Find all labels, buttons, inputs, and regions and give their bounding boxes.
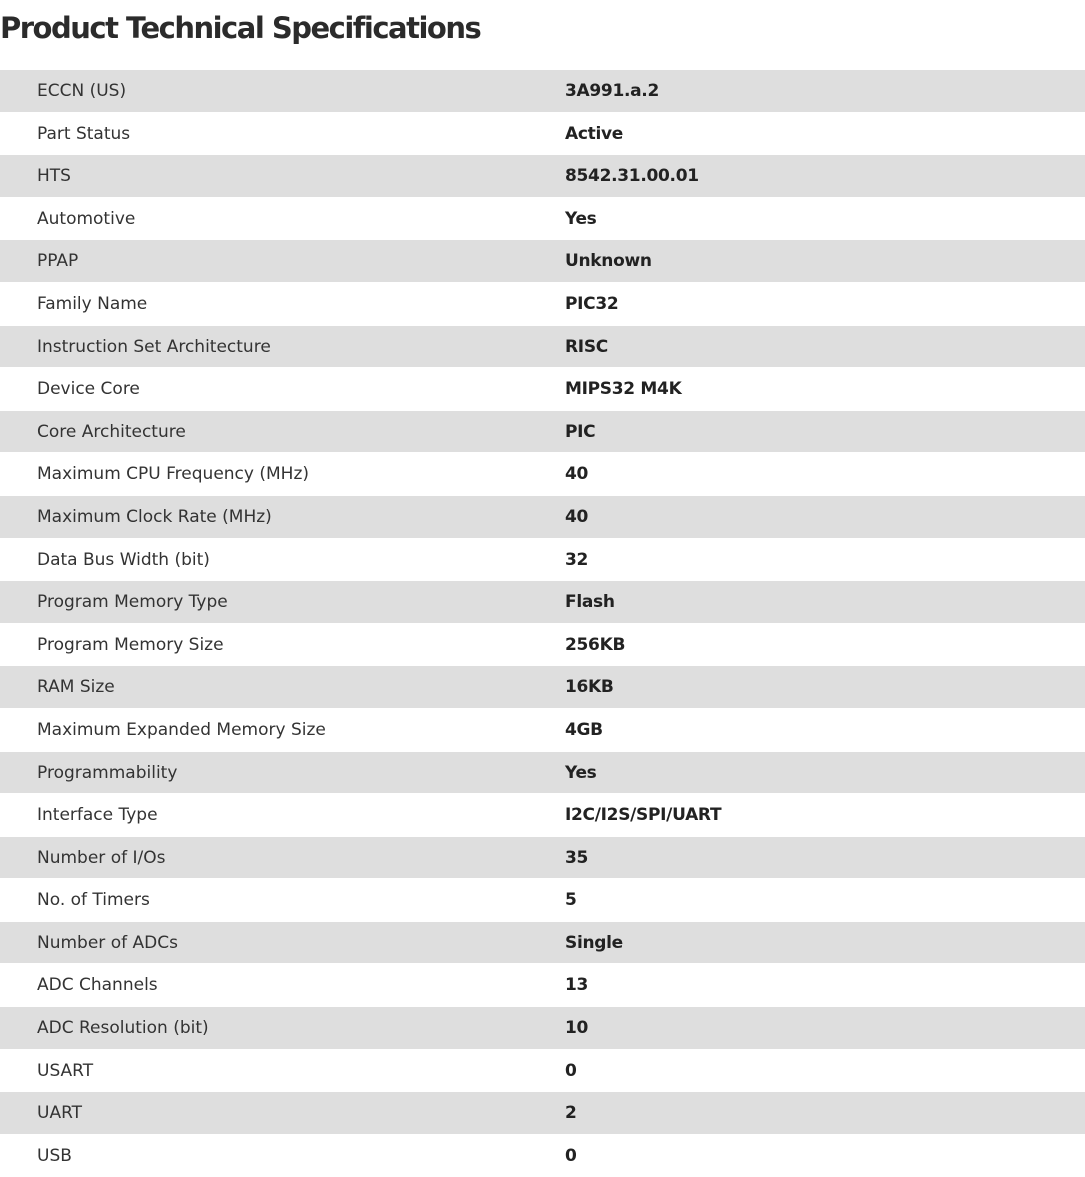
spec-value: 8542.31.00.01 bbox=[565, 166, 699, 187]
spec-row bbox=[0, 198, 1085, 241]
spec-row bbox=[0, 709, 1085, 752]
spec-label: RAM Size bbox=[37, 677, 115, 698]
spec-row bbox=[0, 666, 1085, 709]
spec-value: Yes bbox=[565, 762, 597, 783]
spec-label: Program Memory Type bbox=[37, 592, 228, 613]
spec-row bbox=[0, 453, 1085, 496]
spec-label: Number of I/Os bbox=[37, 847, 166, 868]
spec-label: Interface Type bbox=[37, 805, 158, 826]
spec-value: PIC32 bbox=[565, 293, 619, 314]
spec-row bbox=[0, 155, 1085, 198]
spec-value: Yes bbox=[565, 208, 597, 229]
spec-row bbox=[0, 70, 1085, 113]
spec-label: Maximum CPU Frequency (MHz) bbox=[37, 464, 309, 485]
spec-value: 0 bbox=[565, 1145, 577, 1166]
spec-label: USB bbox=[37, 1145, 72, 1166]
spec-value: Single bbox=[565, 932, 623, 953]
spec-value: Active bbox=[565, 123, 623, 144]
spec-row bbox=[0, 539, 1085, 582]
spec-value: 10 bbox=[565, 1018, 589, 1039]
spec-row bbox=[0, 368, 1085, 411]
spec-label: Programmability bbox=[37, 762, 178, 783]
spec-value: MIPS32 M4K bbox=[565, 379, 682, 400]
spec-label: UART bbox=[37, 1103, 83, 1124]
spec-row bbox=[0, 794, 1085, 837]
spec-row bbox=[0, 1092, 1085, 1135]
spec-label: Automotive bbox=[37, 208, 136, 229]
spec-value: 40 bbox=[565, 464, 589, 485]
spec-row bbox=[0, 837, 1085, 880]
spec-row bbox=[0, 113, 1085, 156]
spec-row bbox=[0, 326, 1085, 369]
spec-value: 35 bbox=[565, 847, 589, 868]
spec-value: 13 bbox=[565, 975, 589, 996]
spec-row bbox=[0, 624, 1085, 667]
spec-label: PPAP bbox=[37, 251, 79, 272]
spec-label: Data Bus Width (bit) bbox=[37, 549, 210, 570]
spec-value: PIC bbox=[565, 421, 596, 442]
spec-label: Device Core bbox=[37, 379, 140, 400]
spec-row bbox=[0, 496, 1085, 539]
spec-label: Instruction Set Architecture bbox=[37, 336, 271, 357]
spec-value: 0 bbox=[565, 1060, 577, 1081]
spec-label: Program Memory Size bbox=[37, 634, 224, 655]
spec-label: Core Architecture bbox=[37, 421, 186, 442]
spec-value: 256KB bbox=[565, 634, 626, 655]
spec-value: 32 bbox=[565, 549, 589, 570]
spec-row bbox=[0, 752, 1085, 795]
spec-value: 3A991.a.2 bbox=[565, 81, 659, 101]
spec-label: USART bbox=[37, 1060, 94, 1081]
spec-label: ECCN (US) bbox=[37, 81, 127, 101]
spec-label: Maximum Clock Rate (MHz) bbox=[37, 506, 272, 527]
spec-label: No. of Timers bbox=[37, 890, 150, 911]
spec-label: Maximum Expanded Memory Size bbox=[37, 719, 326, 740]
spec-row bbox=[0, 964, 1085, 1007]
spec-row bbox=[0, 1135, 1085, 1177]
spec-value: I2C/I2S/SPI/UART bbox=[565, 805, 722, 826]
spec-label: Family Name bbox=[37, 293, 148, 314]
spec-row bbox=[0, 411, 1085, 454]
spec-row bbox=[0, 922, 1085, 965]
spec-table bbox=[0, 70, 1085, 1177]
spec-row bbox=[0, 879, 1085, 922]
spec-value: 16KB bbox=[565, 677, 614, 698]
spec-label: Number of ADCs bbox=[37, 932, 178, 953]
spec-label: ADC Resolution (bit) bbox=[37, 1018, 209, 1039]
spec-row bbox=[0, 240, 1085, 283]
spec-row bbox=[0, 581, 1085, 624]
spec-label: Part Status bbox=[37, 123, 131, 144]
spec-value: Unknown bbox=[565, 251, 652, 272]
spec-value: 40 bbox=[565, 506, 589, 527]
spec-row bbox=[0, 283, 1085, 326]
spec-value: 5 bbox=[565, 890, 577, 911]
spec-row bbox=[0, 1007, 1085, 1050]
spec-value: Flash bbox=[565, 592, 615, 613]
spec-value: RISC bbox=[565, 336, 608, 357]
spec-label: ADC Channels bbox=[37, 975, 158, 996]
page-title: Product Technical Specifications bbox=[0, 11, 481, 45]
spec-row bbox=[0, 1050, 1085, 1093]
spec-label: HTS bbox=[37, 166, 71, 187]
spec-value: 2 bbox=[565, 1103, 577, 1124]
spec-value: 4GB bbox=[565, 719, 603, 740]
